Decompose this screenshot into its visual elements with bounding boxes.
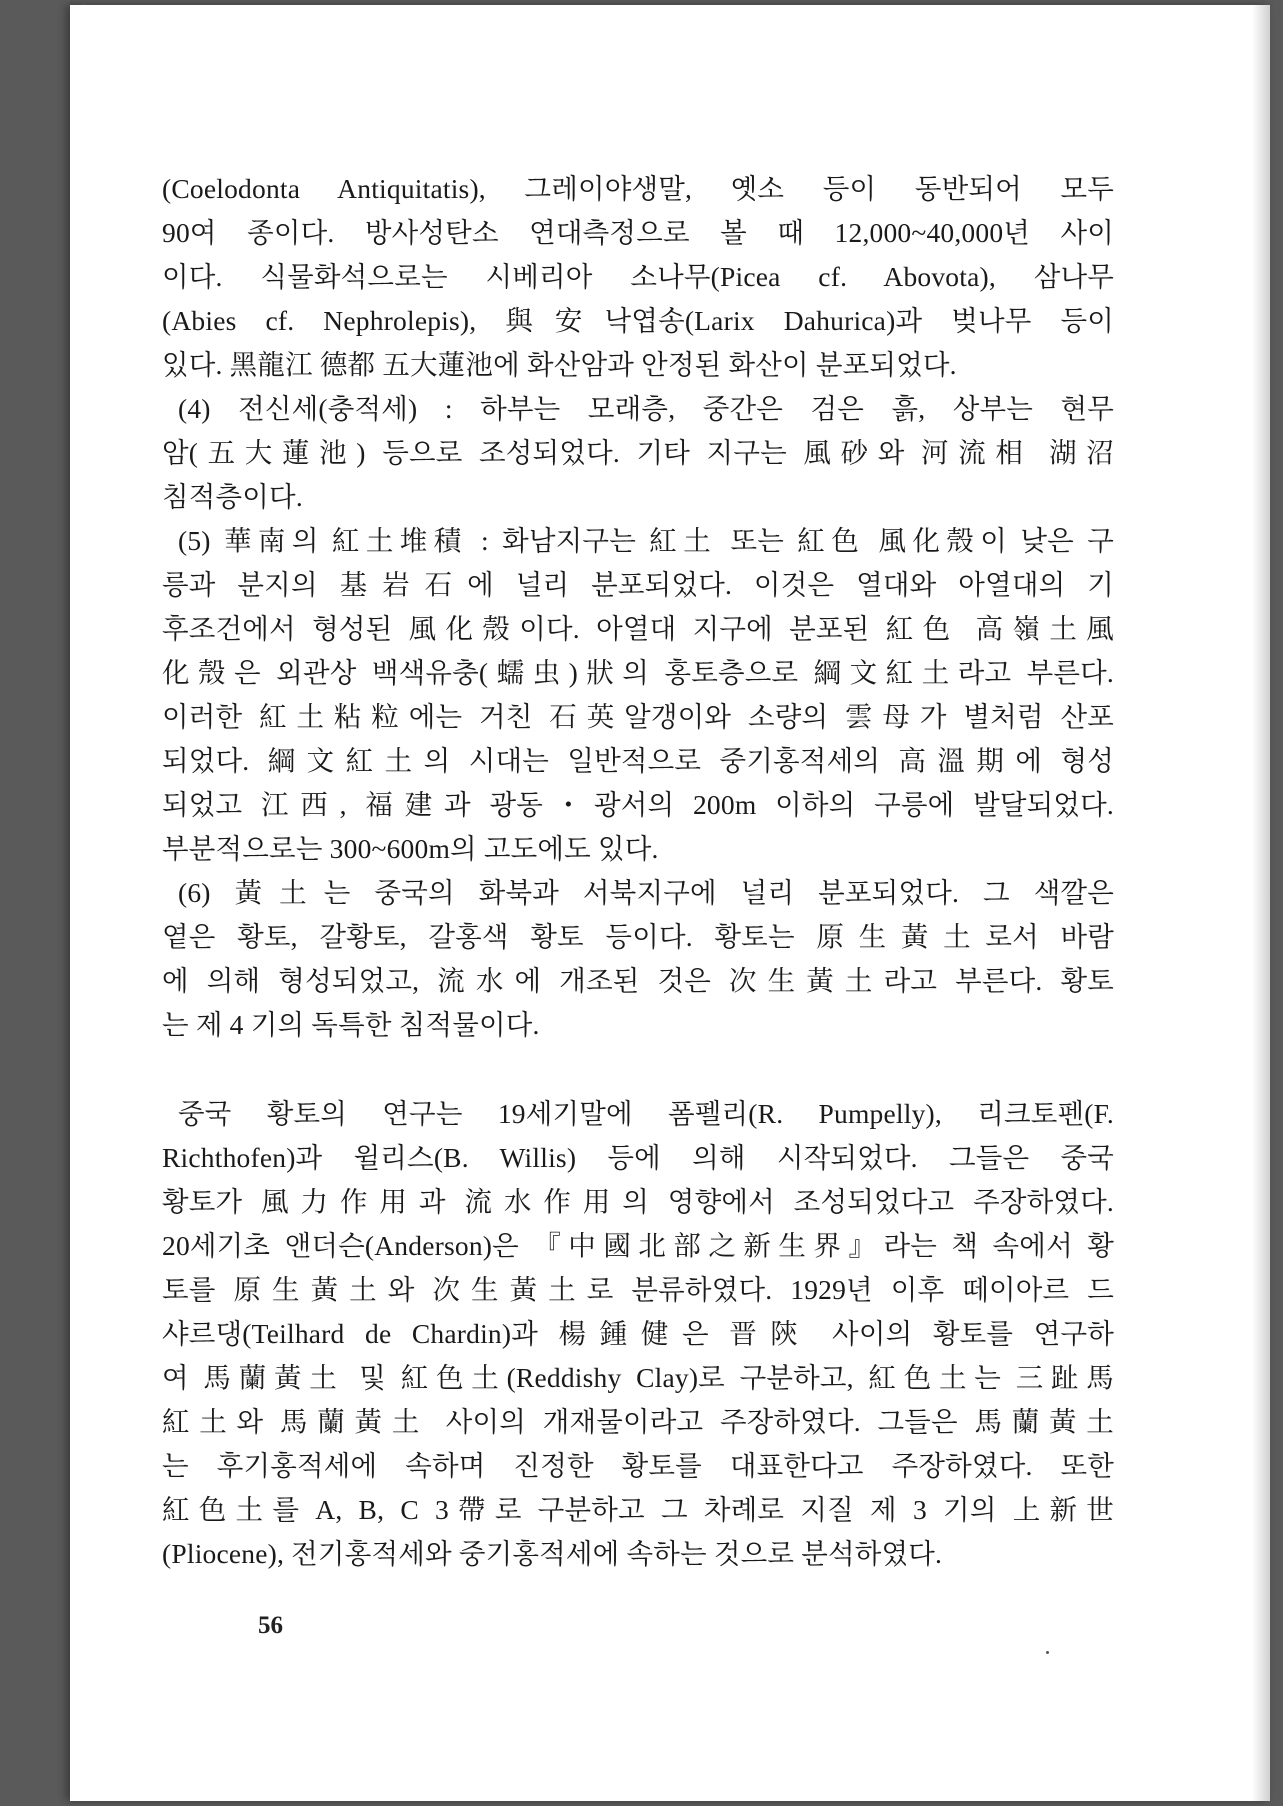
paragraph-gap [162, 1047, 1114, 1092]
body-line: 紅色土를 A, B, C 3帶로 구분하고 그 차례로 지질 제 3 기의 上新世 [162, 1494, 1114, 1525]
body-line: 샤르댕(Teilhard de Chardin)과 楊鍾健은 晋陝 사이의 황토를 연구하 [162, 1318, 1114, 1349]
page-number: 56 [258, 1612, 283, 1639]
body-line: 황토가 風力作用과 流水作用의 영향에서 조성되었다고 주장하였다. [162, 1186, 1114, 1217]
body-line: (Abies cf. Nephrolepis), 與安낙엽송(Larix Dahurica)과 벚나무 등이 [162, 305, 1114, 336]
body-line: (5) 華南의 紅土堆積 : 화남지구는 紅土 또는 紅色 風化殼이 낮은 구 [178, 525, 1114, 556]
scan-speck [1046, 1651, 1049, 1654]
body-line: 후조건에서 형성된 風化殼이다. 아열대 지구에 분포된 紅色 高嶺土風 [162, 613, 1114, 644]
body-line: 는 후기홍적세에 속하며 진정한 황토를 대표한다고 주장하였다. 또한 [162, 1450, 1114, 1481]
page-edge-shadow [1252, 5, 1270, 1801]
body-line: 부분적으로는 300~600m의 고도에도 있다. [162, 833, 659, 864]
body-line: (Coelodonta Antiquitatis), 그레이야생말, 옛소 등이 동반되어 모두 [162, 173, 1114, 204]
body-line: (6) 黃土는 중국의 화북과 서북지구에 널리 분포되었다. 그 색깔은 [178, 877, 1114, 908]
body-line: 릉과 분지의 基岩石에 널리 분포되었다. 이것은 열대와 아열대의 기 [162, 569, 1114, 600]
body-line: 는 제 4 기의 독특한 침적물이다. [162, 1009, 540, 1040]
body-line: 중국 황토의 연구는 19세기말에 폼펠리(R. Pumpelly), 리크토펜(F. [178, 1098, 1114, 1129]
body-line: Richthofen)과 윌리스(B. Willis) 등에 의해 시작되었다. 그들은 중국 [162, 1142, 1114, 1173]
body-line: 되었고 江西, 福建과 광동・광서의 200m 이하의 구릉에 발달되었다. [162, 789, 1114, 820]
body-line: 토를 原生黃土와 次生黃土로 분류하였다. 1929년 이후 떼이아르 드 [162, 1274, 1114, 1305]
body-line: 化殼은 외관상 백색유충(蠕虫)狀의 홍토층으로 綱文紅土라고 부른다. [162, 657, 1114, 688]
body-line: (4) 전신세(충적세) : 하부는 모래층, 중간은 검은 흙, 상부는 현무 [178, 393, 1114, 424]
body-line: 옅은 황토, 갈황토, 갈홍색 황토 등이다. 황토는 原生黃土로서 바람 [162, 921, 1114, 952]
body-line: 되었다. 綱文紅土의 시대는 일반적으로 중기홍적세의 高溫期에 형성 [162, 745, 1114, 776]
body-line: 있다. 黑龍江 德都 五大蓮池에 화산암과 안정된 화산이 분포되었다. [162, 349, 957, 380]
body-line: 90여 종이다. 방사성탄소 연대측정으로 볼 때 12,000~40,000년 사이 [162, 217, 1114, 248]
body-line: 이러한 紅土粘粒에는 거친 石英알갱이와 소량의 雲母가 별처럼 산포 [162, 701, 1114, 732]
body-line: 紅土와 馬蘭黃土 사이의 개재물이라고 주장하였다. 그들은 馬蘭黃土 [162, 1406, 1114, 1437]
body-line: (Pliocene), 전기홍적세와 중기홍적세에 속하는 것으로 분석하였다. [162, 1538, 943, 1569]
body-line: 에 의해 형성되었고, 流水에 개조된 것은 次生黃土라고 부른다. 황토 [162, 965, 1114, 996]
body-line: 암(五大蓮池) 등으로 조성되었다. 기타 지구는 風砂와 河流相 湖沼 [162, 437, 1114, 468]
body-line: 이다. 식물화석으로는 시베리아 소나무(Picea cf. Abovota), 삼나무 [162, 261, 1114, 292]
body-line: 여 馬蘭黃土 및 紅色土(Reddishy Clay)로 구분하고, 紅色土는 三趾馬 [162, 1362, 1114, 1393]
body-line: 침적층이다. [162, 481, 303, 512]
body-line: 20세기초 앤더슨(Anderson)은 『中國北部之新生界』라는 책 속에서 황 [162, 1230, 1114, 1261]
document-body [162, 167, 1114, 1576]
